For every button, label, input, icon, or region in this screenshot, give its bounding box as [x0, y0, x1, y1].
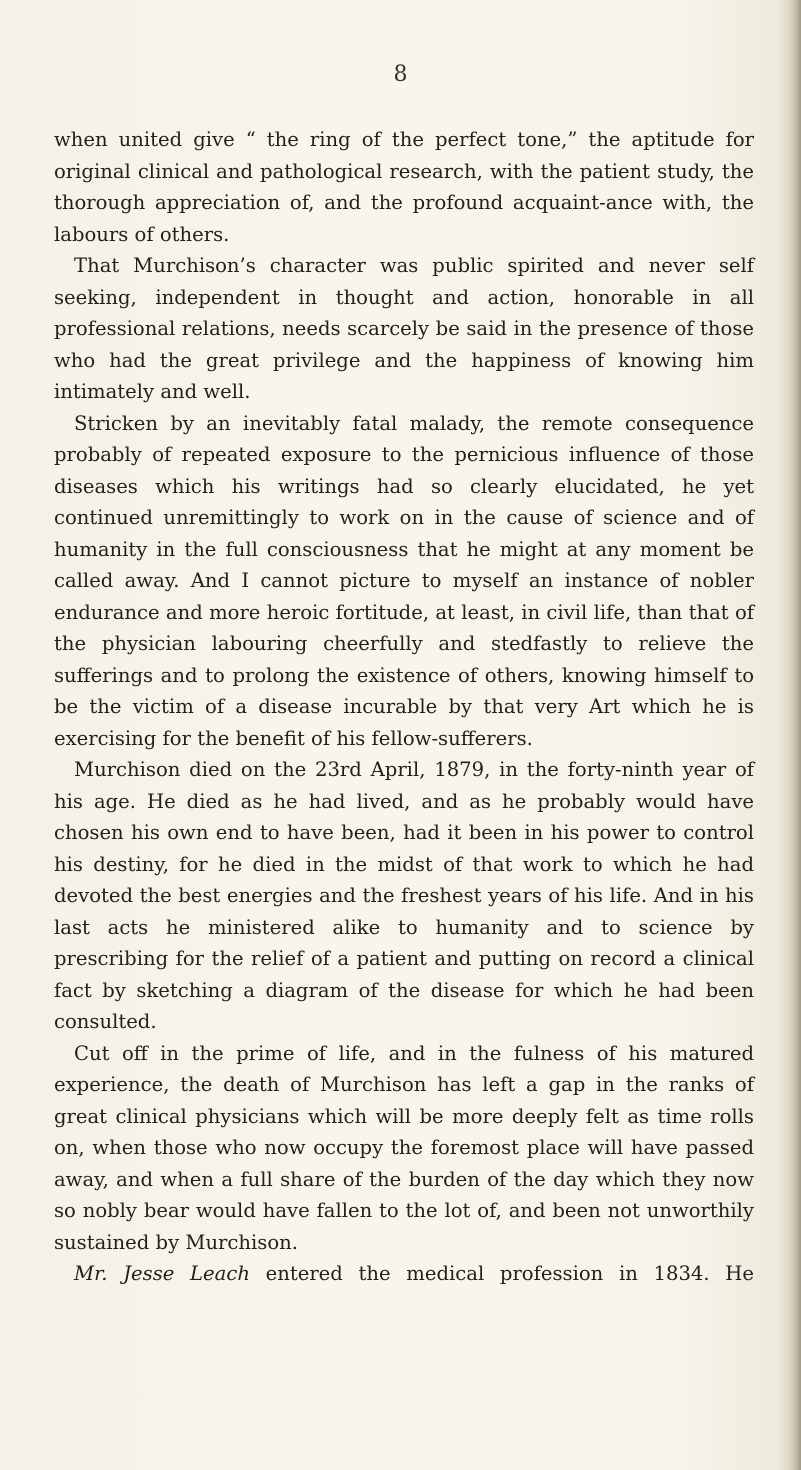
page-number: 8 — [393, 62, 408, 87]
leach-name: Mr. Jesse Leach — [74, 1262, 250, 1285]
paragraph-death: Murchison died on the 23rd April, 1879, in the forty-ninth year of his age. He died as he had lived, and as he probably would have chosen his own end to have been, had it been in his power to control his destiny, for he died in the midst of that work to which he had devoted the best energies and the freshest years of his life. And in his last acts he ministered alike to humanity and to science by prescribing for the relief of a patient and putting on record a clinical fact by sketching a diagram of the disease for which he had been consulted. — [54, 758, 754, 1033]
body-text — [54, 124, 754, 1290]
leach-text: entered the medical profession in 1834. He — [249, 1262, 754, 1285]
paragraph-leach — [54, 1258, 754, 1290]
paragraph-illness: Stricken by an inevitably fatal malady, the remote consequence probably of repeated exposure to the pernicious influence of those diseases which his writings had so clearly elucidated, he yet continued unremittingly to work on in the cause of science and of humanity in the full consciousness that he might at any moment be called away. And I cannot picture to myself an instance of nobler endurance and more heroic fortitude, at least, in civil life, than that of the physician labouring cheerfully and stedfastly to relieve the sufferings and to prolong the existence of others, knowing himself to be the victim of a disease incurable by that very Art which he is exercising for the benefit of his fellow-sufferers. — [54, 411, 754, 750]
paragraph-character: That Murchison’s character was public spirited and never self seeking, independent in thought and action, honorable in all professional relations, needs scarcely be said in the presence of those who had the great privilege and the happiness of knowing him intimately and well. — [54, 254, 754, 403]
page-edge-shadow — [789, 0, 801, 1470]
paragraph-legacy: Cut off in the prime of life, and in the fulness of his matured experience, the death of Murchison has left a gap in the ranks of great clinical physicians which will be more deeply felt as time rolls on, when those who now occupy the foremost place will have passed away, and when a full share of the burden of the day which they now so nobly bear would have fallen to the lot of, and been not unworthily sustained by Murchison. — [54, 1041, 754, 1254]
paragraph-continuation: when united give “ the ring of the perfect tone,” the aptitude for original clinical and pathological research, with the patient study, the thorough appreciation of, and the profound acquaint-ance with, the labours of others. — [54, 128, 754, 246]
